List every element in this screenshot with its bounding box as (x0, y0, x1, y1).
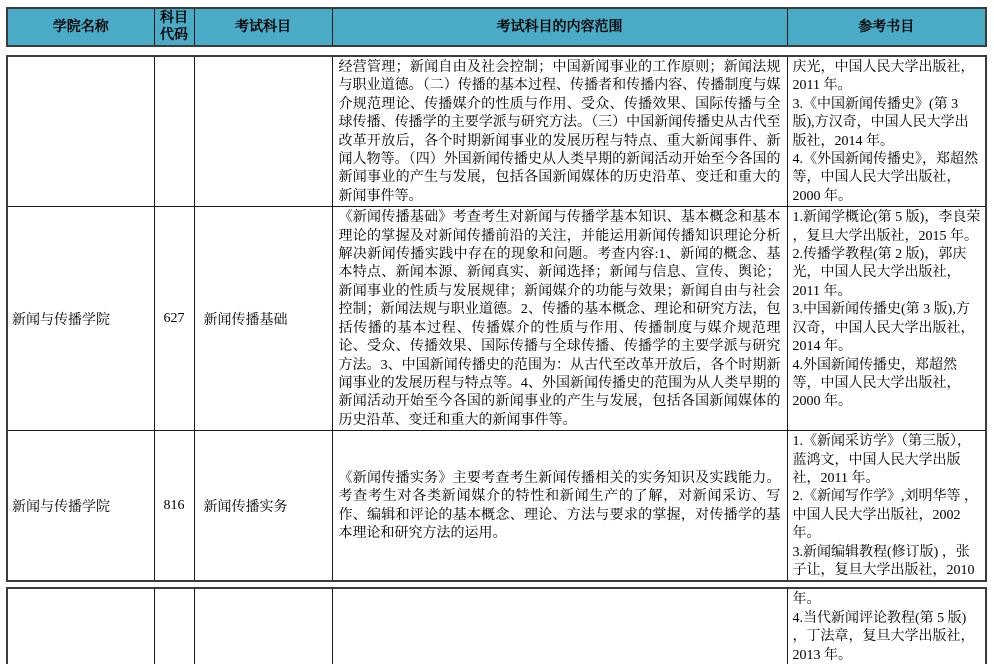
cell-references (787, 207, 986, 431)
cell-exam-subject (194, 56, 332, 207)
reference-item: 年。 (792, 592, 821, 608)
cell-college-name (7, 588, 154, 664)
cell-exam-subject: 新闻传播实务 (194, 431, 332, 582)
header-exam-subject: 考试科目 (194, 8, 332, 46)
cell-subject-code: 816 (154, 431, 194, 582)
cell-content-scope: 《新闻传播实务》主要考查考生新闻传播相关的实务知识及实践能力。考查考生对各类新闻媒介的特性和新闻生产的了解，对新闻采访、写作、编辑和评论的基本概念、理论、方法与要求的掌握，对传播学的基本理论和研究方法的运用。 (332, 431, 787, 582)
cell-references (787, 588, 986, 664)
table-row (7, 207, 986, 431)
reference-item: 3.《中国新闻传播史》(第 3 版),方汉奇，中国人民大学出版社，2014 年。 (792, 96, 969, 149)
table-row (7, 431, 986, 582)
cell-exam-subject (194, 588, 332, 664)
cell-subject-code (154, 56, 194, 207)
table-row (7, 588, 986, 664)
cell-subject-code (154, 588, 194, 664)
reference-item: 3.新闻编辑教程(修订版) ，张子让，复旦大学出版社，2010 (792, 544, 975, 578)
cell-subject-code: 627 (154, 207, 194, 431)
reference-item: 2.传播学教程(第 2 版)，郭庆光，中国人民大学出版社，2011 年。 (792, 247, 967, 299)
cell-references (787, 56, 986, 207)
reference-item: 3.中国新闻传播史(第 3 版),方汉奇，中国人民大学出版社，2014 年。 (792, 302, 975, 355)
reference-item: 庆光，中国人民大学出版社，2011 年。 (792, 60, 975, 94)
reference-item: 4.外国新闻传播史，郑超然等，中国人民大学出版社，2000 年。 (792, 357, 961, 410)
cell-college-name: 新闻与传播学院 (7, 431, 154, 582)
header-row (7, 8, 986, 46)
exam-table-body (6, 55, 987, 582)
exam-table-header (6, 7, 987, 47)
table-row (7, 56, 986, 207)
reference-item: 1.新闻学概论(第 5 版)，李良荣 ，复旦大学出版社，2015 年。 (792, 210, 981, 244)
cell-exam-subject: 新闻传播基础 (194, 207, 332, 431)
header-content-scope: 考试科目的内容范围 (332, 8, 787, 46)
cell-content-scope: 《新闻传播基础》考查考生对新闻与传播学基本知识、基本概念和基本理论的掌握及对新闻传播前沿的关注，并能运用新闻传播知识理论分析解决新闻传播实践中存在的现象和问题。考查内容:1、新闻的概念、基本特点、新闻本源、新闻真实、新闻选择；新闻与信息、宣传、舆论；新闻事业的性质与发展规律；新闻媒介的功能与效果；新闻自由与社会控制；新闻法规与职业道德。2、传播的基本概念、理论和研究方法，包括传播的基本过程、传播媒介的性质与作用、传播制度与媒介规范理论、受众、传播效果、国际传播与全球传播、传播学的主要学派与研究方法。3、中国新闻传播史的范围为：从古代至改革开放后，各个时期新闻事业的发展历程与特点等。4、外国新闻传播史的范围为从人类早期的新闻活动开始至今各国的新闻事业的产生与发展，包括各国新闻媒体的历史沿革、变迁和重大的新闻事件等。 (332, 207, 787, 431)
header-references: 参考书目 (787, 8, 986, 46)
header-college-name: 学院名称 (7, 8, 154, 46)
cell-college-name (7, 56, 154, 207)
cell-references (787, 431, 986, 582)
reference-item: 4.当代新闻评论教程(第 5 版) ，丁法章，复旦大学出版社，2013 年。 (792, 610, 975, 663)
cell-content-scope (332, 588, 787, 664)
header-subject-code: 科目代码 (154, 8, 194, 46)
reference-item: 2.《新闻写作学》,刘明华等 ，中国人民大学出版社，2002 年。 (792, 489, 978, 542)
cell-content-scope: 经营管理；新闻自由及社会控制；中国新闻事业的工作原则；新闻法规与职业道德。（二）传播的基本过程、传播者和传播内容、传播制度与媒介规范理论、传播媒介的性质与作用、受众、传播效果、国际传播与全球传播、传播学的主要学派与研究方法。（三）中国新闻传播史从古代至改革开放后，各个时期新闻事业的发展历程与特点、重大新闻事件、新闻人物等。（四）外国新闻传播史从人类早期的新闻活动开始至今各国的新闻事业的产生与发展，包括各国新闻媒体的历史沿革、变迁和重大的新闻事件等。 (332, 56, 787, 207)
reference-item: 1.《新闻采访学》（第三版），蓝鸿文，中国人民大学出版社，2011 年。 (792, 434, 971, 486)
cell-college-name: 新闻与传播学院 (7, 207, 154, 431)
reference-item: 4.《外国新闻传播史》，郑超然等，中国人民大学出版社，2000 年。 (792, 152, 978, 204)
exam-table-continuation (6, 587, 987, 664)
